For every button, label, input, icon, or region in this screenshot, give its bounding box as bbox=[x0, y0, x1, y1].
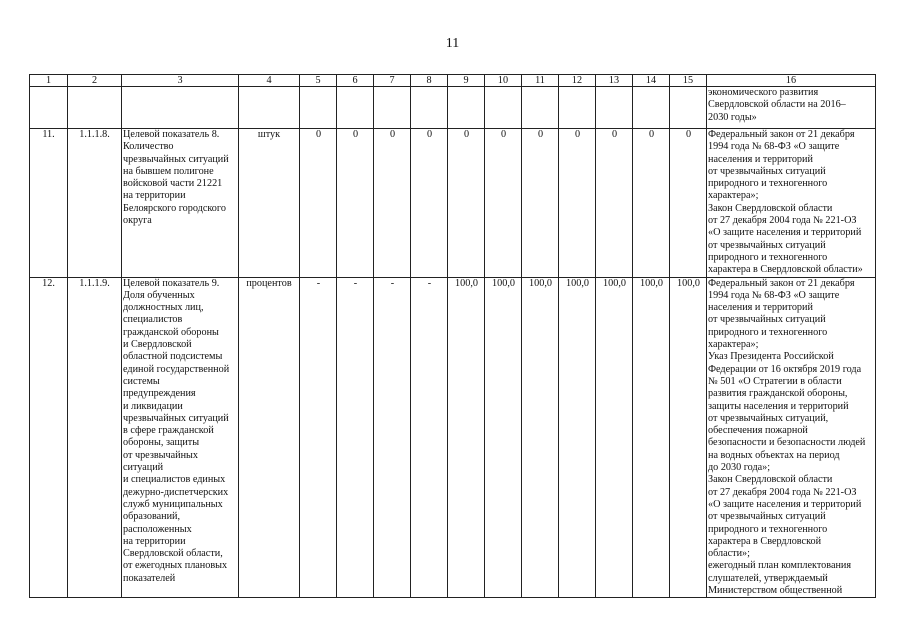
row-indicator-name: Целевой показатель 9. Доля обученных должностных лиц, специалистов гражданской обороны и Свердловской областной подсистемы единой государственной системы предупреждения и ликвидации чрезвычайных ситуаций в сфере гражданской обороны, защиты от чрезвычайных ситуаций и специалистов единых дежурно-диспетчерских служб муниципальных образований, расположенных на территории Свердловской области, от ежегодных плановых показателей bbox=[122, 277, 239, 598]
row-value: 0 bbox=[374, 129, 411, 278]
header-cell: 15 bbox=[670, 75, 707, 87]
indicators-table bbox=[29, 74, 876, 598]
row-value: 0 bbox=[559, 129, 596, 278]
header-cell: 13 bbox=[596, 75, 633, 87]
row-value: 0 bbox=[596, 129, 633, 278]
header-cell: 14 bbox=[633, 75, 670, 87]
header-cell: 2 bbox=[68, 75, 122, 87]
row-number bbox=[30, 87, 68, 129]
header-cell: 1 bbox=[30, 75, 68, 87]
row-number: 11. bbox=[30, 129, 68, 278]
row-value bbox=[559, 87, 596, 129]
row-value bbox=[300, 87, 337, 129]
table-row bbox=[30, 129, 876, 278]
row-number: 12. bbox=[30, 277, 68, 598]
row-value bbox=[374, 87, 411, 129]
row-value: 100,0 bbox=[596, 277, 633, 598]
row-value: 0 bbox=[337, 129, 374, 278]
row-value bbox=[670, 87, 707, 129]
row-value: 0 bbox=[300, 129, 337, 278]
page-number: 11 bbox=[445, 36, 460, 51]
header-cell: 5 bbox=[300, 75, 337, 87]
row-value: 100,0 bbox=[633, 277, 670, 598]
row-value: 0 bbox=[411, 129, 448, 278]
header-cell: 10 bbox=[485, 75, 522, 87]
row-unit: процентов bbox=[239, 277, 300, 598]
header-cell: 8 bbox=[411, 75, 448, 87]
row-unit bbox=[239, 87, 300, 129]
row-value: 100,0 bbox=[522, 277, 559, 598]
row-value bbox=[411, 87, 448, 129]
row-value bbox=[633, 87, 670, 129]
row-legal-basis: Федеральный закон от 21 декабря 1994 года № 68-ФЗ «О защите населения и территорий от чрезвычайных ситуаций природного и техногенного характера»; Указ Президента Российской Федерации от 16 октября 2019 года № 501 «О Стратегии в области развития гражданской обороны, защиты населения и территорий от чрезвычайных ситуаций, обеспечения пожарной безопасности и безопасности людей на водных объектах на период до 2030 года»; Закон Свердловской области от 27 декабря 2004 года № 221-ОЗ «О защите населения и территорий от чрезвычайных ситуаций природного и техногенного характера в Свердловской области»; ежегодный план комплектования слушателей, утверждаемый Министерством общественной bbox=[707, 277, 876, 598]
row-code: 1.1.1.9. bbox=[68, 277, 122, 598]
row-legal-basis: экономического развития Свердловской области на 2016– 2030 годы» bbox=[707, 87, 876, 129]
row-value bbox=[596, 87, 633, 129]
row-value bbox=[448, 87, 485, 129]
row-unit: штук bbox=[239, 129, 300, 278]
row-value: 100,0 bbox=[559, 277, 596, 598]
row-value bbox=[337, 87, 374, 129]
header-cell: 3 bbox=[122, 75, 239, 87]
row-value: 0 bbox=[448, 129, 485, 278]
header-cell: 4 bbox=[239, 75, 300, 87]
table-row bbox=[30, 87, 876, 129]
header-cell: 7 bbox=[374, 75, 411, 87]
row-value: - bbox=[374, 277, 411, 598]
table-row bbox=[30, 277, 876, 598]
row-value bbox=[522, 87, 559, 129]
row-indicator-name: Целевой показатель 8. Количество чрезвычайных ситуаций на бывшем полигоне войсковой части 21221 на территории Белоярского городского округа bbox=[122, 129, 239, 278]
row-value: 100,0 bbox=[670, 277, 707, 598]
row-value bbox=[485, 87, 522, 129]
row-value: 0 bbox=[522, 129, 559, 278]
row-code bbox=[68, 87, 122, 129]
row-value: - bbox=[411, 277, 448, 598]
row-code: 1.1.1.8. bbox=[68, 129, 122, 278]
header-cell: 16 bbox=[707, 75, 876, 87]
row-value: 100,0 bbox=[448, 277, 485, 598]
header-cell: 9 bbox=[448, 75, 485, 87]
row-legal-basis: Федеральный закон от 21 декабря 1994 года № 68-ФЗ «О защите населения и территорий от чрезвычайных ситуаций природного и техногенного характера»; Закон Свердловской области от 27 декабря 2004 года № 221-ОЗ «О защите населения и территорий от чрезвычайных ситуаций природного и техногенного характера в Свердловской области» bbox=[707, 129, 876, 278]
row-value: 0 bbox=[485, 129, 522, 278]
row-indicator-name bbox=[122, 87, 239, 129]
header-cell: 6 bbox=[337, 75, 374, 87]
row-value: - bbox=[300, 277, 337, 598]
row-value: 0 bbox=[670, 129, 707, 278]
row-value: 100,0 bbox=[485, 277, 522, 598]
header-cell: 11 bbox=[522, 75, 559, 87]
row-value: - bbox=[337, 277, 374, 598]
header-cell: 12 bbox=[559, 75, 596, 87]
row-value: 0 bbox=[633, 129, 670, 278]
header-row bbox=[30, 75, 876, 87]
